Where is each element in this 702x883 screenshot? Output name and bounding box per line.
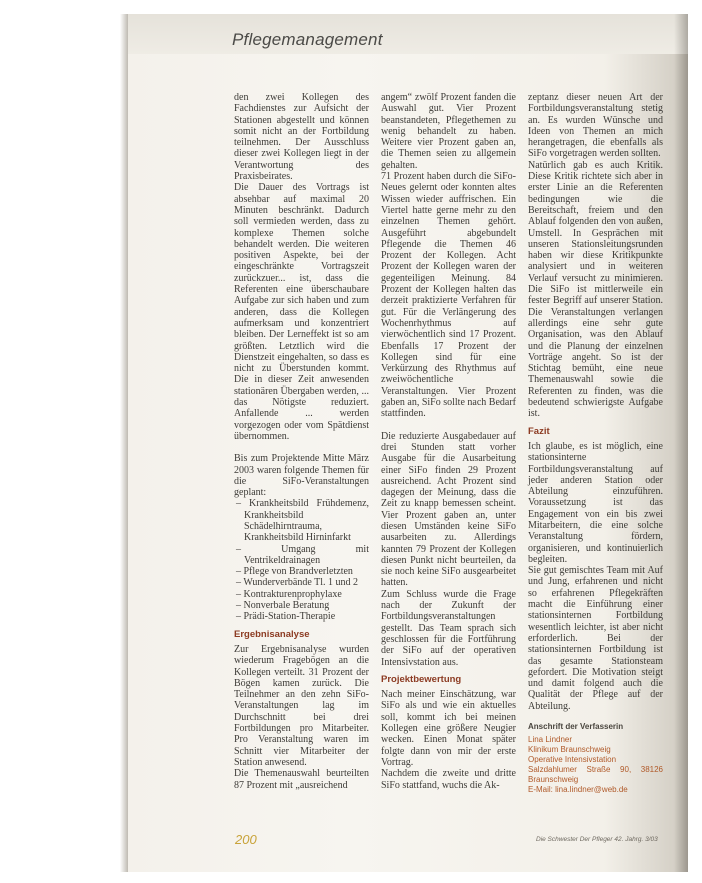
paragraph: den zwei Kollegen des Fachdienstes zur Aufsicht der Stationen abgestellt und können somit nicht an der Fortbildung teilnehmen. Der Ausschluss dieser zwei Kollegen liegt in der Verantwortung des Praxisbeirates. — [234, 92, 369, 183]
paragraph: 71 Prozent haben durch die SiFo-Neues gelernt oder konnten altes Wissen wieder auffrischen. Ein Viertel hatte gerne mehr zu den einzelnen Themen gehört. Ausgeführt abgebundelt Pflegende die Themen 46 Prozent der Kollegen. Acht Prozent der Kollegen waren der gegenteiligen Meinung. 84 Prozent der Kollegen halten das derzeit praktizierte Verfahren für gut. Für die Verlängerung des Wochenrhythmus auf vierwöchentlich sind 17 Prozent. Ebenfalls 17 Prozent der Kollegen sind für eine Verkürzung des Rhythmus auf zweiwöchentliche Veranstaltungen. Vier Prozent gaben an, SiFo sollte nach Bedarf stattfinden. — [381, 171, 516, 420]
paragraph: Bis zum Projektende Mitte März 2003 waren folgende Themen für die SiFo-Veranstaltungen geplant: — [234, 453, 369, 499]
list-item: – Prädi-Station-Therapie — [244, 611, 369, 622]
paragraph: Nach meiner Einschätzung, war SiFo als und wie ein aktuelles soll, kommt ich bei meinen Kollegen eine größere Neugier wecken. Einen Monat später folgte dann von mir der erste Vortrag. — [381, 689, 516, 768]
magazine-page — [128, 14, 688, 872]
section-title: Pflegemanagement — [232, 30, 383, 49]
address-line: Lina Lindner — [528, 735, 573, 745]
paragraph: zeptanz dieser neuen Art der Fortbildungsveranstaltung stetig an. Es wurden Wünsche und Ideen von Themen an mich herangetragen, die ebenfalls als SiFo vorgetragen werden sollten. — [528, 92, 663, 160]
section-heading: Fazit — [528, 425, 550, 437]
list-item: – Krankheitsbild Frühdemenz, Krankheitsbild Schädelhirntrauma, Krankheitsbild Hirninfarkt — [244, 498, 369, 543]
paragraph: Natürlich gab es auch Kritik. Diese Kritik richtete sich aber in erster Linie an die Referenten bedingungen wie die Bereitschaft, freiem und den Ablauf folgenden den von außen, Umstell. In Gesprächen mit unseren Stationsleitungsrunden haben wir diese Kritikpunkte analysiert und in weiteren Verlauf versucht zu minimieren. Die SiFo ist mittlerweile ein fester Begriff auf unserer Station. Die Veranstaltungen verlangen allerdings eine sehr gute Organisation, was den Ablauf und die Planung der einzelnen Vorträge angeht. So ist der Stichtag bemüht, eine neue Themenauswahl sowie die Referenten zu finden, was die bedeutend schwierigste Aufgabe ist. — [528, 159, 663, 420]
section-heading: Projektbewertung — [381, 673, 462, 685]
list-item: – Nonverbale Beratung — [244, 600, 369, 611]
paragraph: Die Dauer des Vortrags ist absehbar auf maximal 20 Minuten beschränkt. Dadurch soll vermieden werden, dass zu komplexe Themen solche behandelt werden. Die weiteren positiven Aspekte, bei der eingeschränkte Vortragszeit zurückzuer... ist, dass die Referenten eine überschaubare Aufgabe zur sich haben und zum anderen, dass die Kollegen aufmerksam und konzentriert bleiben. Der Lerneffekt ist so am größten. Letztlich wird die Dienstzeit eingehalten, so dass es nicht zu Überstunden kommt. Die in dieser Zeit anwesenden stationären Übergaben werden, ... das Nötigste reduziert. Anfallende ... werden vorgezogen oder vom Spätdienst übernommen. — [234, 182, 369, 442]
list-item: – Kontrakturenprophylaxe — [244, 589, 369, 600]
paragraph: angem“ zwölf Prozent fanden die Auswahl gut. Vier Prozent beanstandeten, Pflegethemen zu wenig behandelt zu haben. Weitere vier Prozent gaben an, die Themen seien zu allgemein gehalten. — [381, 92, 516, 171]
address-line: Salzdahlumer Straße 90, 38126 Braunschweig — [528, 765, 663, 785]
paragraph: Nachdem die zweite und dritte SiFo stattfand, wuchs die Ak- — [381, 768, 516, 791]
text-column-3 — [528, 92, 663, 795]
text-column-1 — [234, 92, 369, 791]
paragraph: Zur Ergebnisanalyse wurden wiederum Fragebögen an die Kollegen verteilt. 31 Prozent der Bögen kamen zurück. Die Teilnehmer an den zehn SiFo-Veranstaltungen lag im Durchschnitt bei drei Fortbildungen pro Mitarbeiter. Pro Veranstaltung waren im Schnitt vier Mitarbeiter der Station anwesend. — [234, 643, 369, 768]
header-band — [128, 14, 688, 54]
page-number: 200 — [235, 832, 257, 847]
address-label: Anschrift der Verfasserin — [528, 722, 624, 732]
paragraph: Zum Schluss wurde die Frage nach der Zukunft der Fortbildungsveranstaltungen gestellt. Das Team sprach sich geschlossen für die Fortführung der SiFo auf der operativen Intensivstation aus. — [381, 588, 516, 668]
list-item: – Wunderverbände Tl. 1 und 2 — [244, 577, 369, 588]
paragraph: Sie gut gemischtes Team mit Auf und Jung, erfahrenen und nicht so erfahrenen Pflegekräften macht die Einführung einer stationsinternen Fortbildung wesentlich leichter, ist aber nicht erforderlich. Bei der stationsinternen Fortbildung ist das gesamte Stationsteam gefordert. Die Motivation steigt und damit folgend auch die Qualität der Pflege auf der Abteilung. — [528, 565, 663, 712]
paragraph: Die Themenauswahl beurteilten 87 Prozent mit „ausreichend — [234, 768, 369, 791]
topic-list — [234, 498, 369, 622]
text-column-2 — [381, 92, 516, 791]
section-heading: Ergebnisanalyse — [234, 628, 310, 640]
page-edge-shadow — [674, 14, 688, 872]
address-line: Operative Intensivstation — [528, 755, 617, 765]
list-item: – Umgang mit Ventrikeldrainagen — [244, 544, 369, 567]
paragraph: Die reduzierte Ausgabedauer auf drei Stunden statt vorher Ausgabe für die Ausarbeitung einer SiFo finden 29 Prozent ausreichend. Acht Prozent sind dagegen der Meinung, dass die Zeit zu knapp bemessen scheint. Vier Prozent gaben an, unter diesen Umständen keine SiFo ausarbeiten zu. Allerdings kannten 79 Prozent der Kollegen diesen Punkt nicht beurteilen, da sie noch keine SiFo ausgearbeitet hatten. — [381, 430, 516, 589]
journal-footer: Die Schwester Der Pfleger 42. Jahrg. 3/03 — [536, 836, 658, 843]
address-line: E-Mail: lina.lindner@web.de — [528, 785, 628, 795]
paragraph: Ich glaube, es ist möglich, eine stationsinterne Fortbildungsveranstaltung auf jeder anderen Station oder Abteilung einzuführen. Voraussetzung ist das Engagement von ein bis zwei Mitarbeitern, die eine solche Veranstaltung fördern, organisieren, und kontinuierlich begleiten. — [528, 440, 663, 565]
address-line: Klinikum Braunschweig — [528, 745, 611, 755]
list-item: – Pflege von Brandverletzten — [244, 566, 369, 577]
author-address-box — [528, 722, 663, 795]
